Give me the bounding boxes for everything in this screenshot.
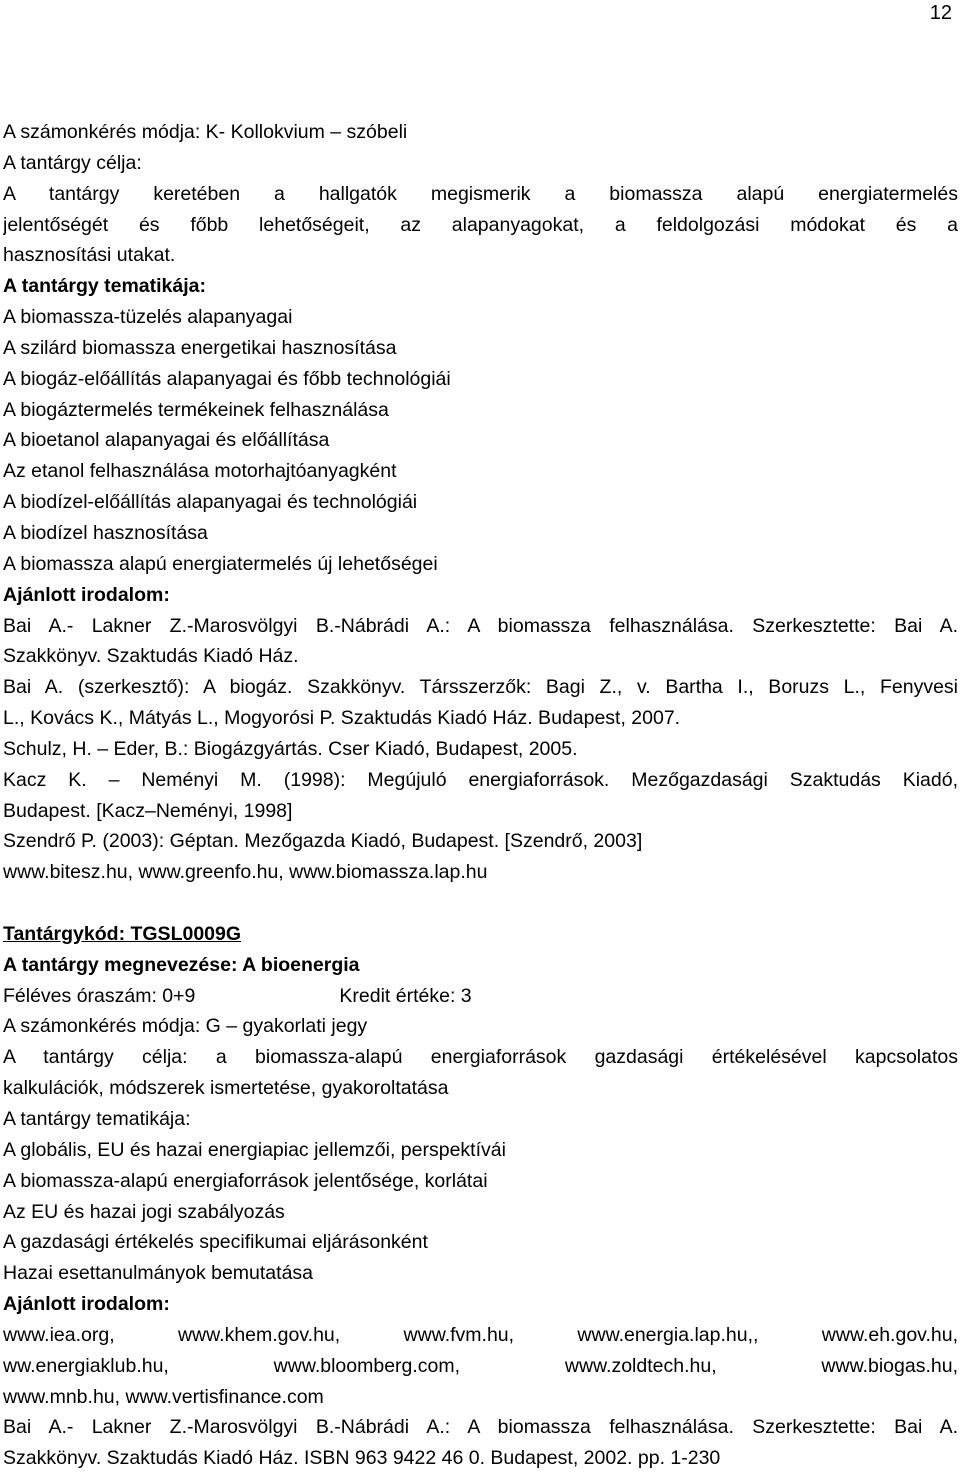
course2-hours-row: [3, 981, 958, 1012]
course2-assessment: A számonkérés módja: G – gyakorlati jegy: [3, 1015, 368, 1038]
course1-topic: A biogáztermelés termékeinek felhasználása: [3, 398, 389, 421]
course1-topic: Az etanol felhasználása motorhajtóanyagként: [3, 460, 397, 483]
course1-topic: A szilárd biomassza energetikai hasznosítása: [3, 336, 397, 359]
course2-literature-line: www.mnb.hu, www.vertisfinance.com: [3, 1385, 324, 1408]
course2-literature-line: ww.energiaklub.hu, www.bloomberg.com, www.zoldtech.hu, www.biogas.hu,: [3, 1354, 958, 1377]
course1-literature-line: Szendrő P. (2003): Géptan. Mezőgazda Kiadó, Budapest. [Szendrő, 2003]: [3, 830, 643, 853]
course1-literature-line: Budapest. [Kacz–Neményi, 1998]: [3, 799, 293, 822]
course1-literature-line: Bai A. (szerkesztő): A biogáz. Szakkönyv. Társszerzők: Bagi Z., v. Bartha I., Boruzs L., Fenyvesi: [3, 676, 958, 699]
course1-topic: A biomassza alapú energiatermelés új lehetőségei: [3, 552, 438, 575]
course2-hours: Féléves óraszám: 0+9: [3, 984, 196, 1007]
course2-aim-line: A tantárgy célja: a biomassza-alapú energiaforrások gazdasági értékelésével kapcsolatos: [3, 1046, 958, 1069]
course2-aim-line: kalkulációk, módszerek ismertetése, gyakoroltatása: [3, 1077, 449, 1100]
course1-topic: A biomassza-tüzelés alapanyagai: [3, 306, 293, 329]
course2-topic: A gazdasági értékelés specifikumai eljárásonként: [3, 1231, 428, 1254]
course1-aim-line: jelentőségét és főbb lehetőségeit, az alapanyagokat, a feldolgozási módokat és a: [3, 213, 958, 236]
course2-code: Tantárgykód: TGSL0009G: [3, 922, 242, 945]
course1-topic: A biodízel-előállítás alapanyagai és technológiái: [3, 491, 418, 514]
document-body: [3, 117, 958, 1474]
course1-literature-line: www.bitesz.hu, www.greenfo.hu, www.biomassza.lap.hu: [3, 861, 488, 884]
course2-topic: Hazai esettanulmányok bemutatása: [3, 1262, 314, 1285]
course1-assessment: A számonkérés módja: K- Kollokvium – szóbeli: [3, 121, 408, 143]
course2-credit: Kredit értéke: 3: [339, 984, 472, 1007]
course2-literature-line: Szakkönyv. Szaktudás Kiadó Ház. ISBN 963 9422 46 0. Budapest, 2002. pp. 1-230: [3, 1447, 721, 1470]
course1-topic: A biodízel hasznosítása: [3, 521, 208, 544]
course1-topics-heading: A tantárgy tematikája:: [3, 275, 207, 298]
course1-literature-line: Bai A.- Lakner Z.-Marosvölgyi B.-Nábrádi A.: A biomassza felhasználása. Szerkesztette: Bai A.: [3, 614, 958, 637]
course2-literature-heading: Ajánlott irodalom:: [3, 1293, 170, 1316]
course1-topic: A biogáz-előállítás alapanyagai és főbb technológiái: [3, 367, 451, 390]
course2-topic: Az EU és hazai jogi szabályozás: [3, 1200, 285, 1223]
course2-topic: A globális, EU és hazai energiapiac jellemzői, perspektívái: [3, 1138, 506, 1161]
course1-literature-line: L., Kovács K., Mátyás L., Mogyorósi P. Szaktudás Kiadó Ház. Budapest, 2007.: [3, 707, 681, 730]
course1-literature-line: Szakkönyv. Szaktudás Kiadó Ház.: [3, 645, 299, 668]
course2-name: A tantárgy megnevezése: A bioenergia: [3, 953, 360, 976]
course2-literature-line: Bai A.- Lakner Z.-Marosvölgyi B.-Nábrádi A.: A biomassza felhasználása. Szerkesztette: Bai A.: [3, 1416, 958, 1439]
course1-topic: A bioetanol alapanyagai és előállítása: [3, 429, 330, 452]
course2-topics-heading: A tantárgy tematikája:: [3, 1108, 191, 1130]
course2-topic: A biomassza-alapú energiaforrások jelentősége, korlátai: [3, 1169, 488, 1192]
section-spacer: [3, 888, 958, 919]
course1-aim-line: hasznosítási utakat.: [3, 244, 176, 267]
course1-literature-line: Schulz, H. – Eder, B.: Biogázgyártás. Cser Kiadó, Budapest, 2005.: [3, 737, 578, 760]
course1-aim-heading: A tantárgy célja:: [3, 151, 142, 174]
course1-literature-line: Kacz K. – Neményi M. (1998): Megújuló energiaforrások. Mezőgazdasági Szaktudás Kiadó,: [3, 768, 958, 791]
course1-literature-heading: Ajánlott irodalom:: [3, 583, 170, 606]
course2-literature-line: www.iea.org, www.khem.gov.hu, www.fvm.hu, www.energia.lap.hu,, www.eh.gov.hu,: [3, 1323, 958, 1346]
course1-aim-line: A tantárgy keretében a hallgatók megismerik a biomassza alapú energiatermelés: [3, 182, 958, 205]
page-number: 12: [929, 2, 952, 24]
